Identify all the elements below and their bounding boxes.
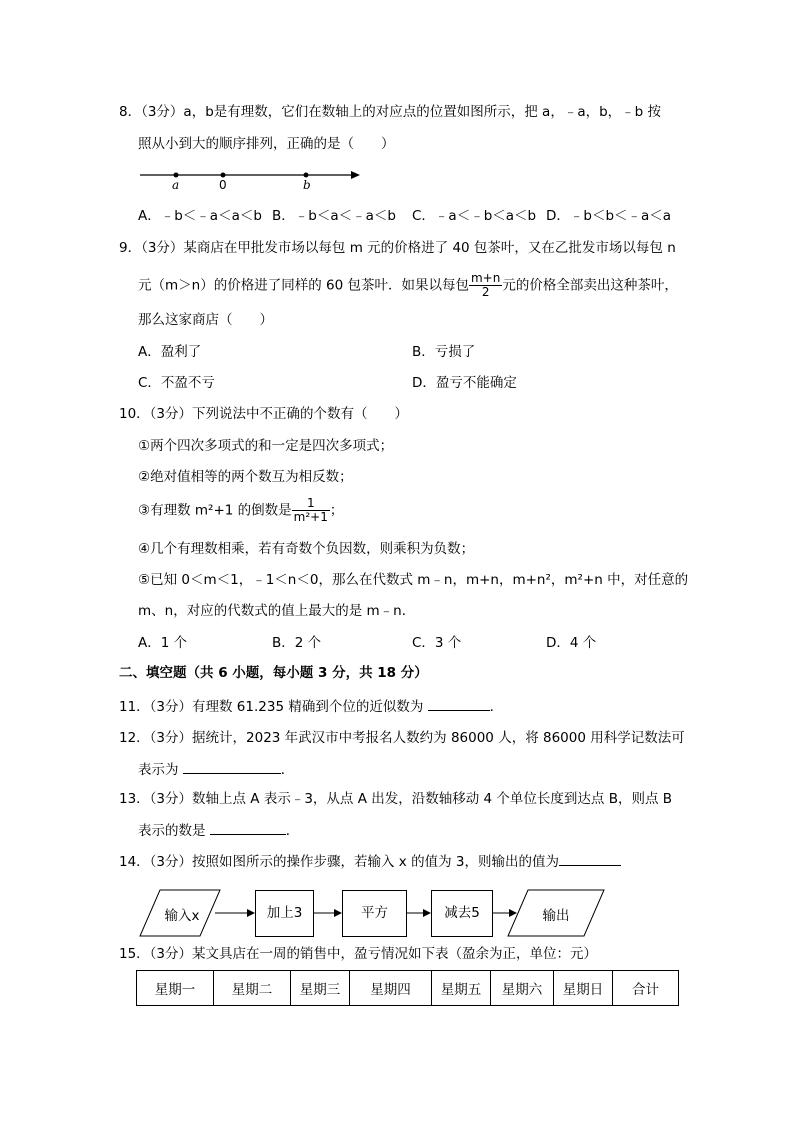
q13-end: ．	[285, 823, 300, 839]
q9-stem-line1: 9．（3分）某商店在甲批发市场以每包 m 元的价格进了 40 包茶叶，又在乙批发市场以每包 n	[119, 240, 676, 256]
q9-line2-pre: 元（m＞n）的价格进了同样的 60 包茶叶．如果以每包	[138, 277, 469, 294]
q15-profit-table	[136, 970, 679, 1006]
label-0: 0	[219, 178, 227, 192]
number-line-figure	[138, 160, 370, 192]
q11-stem	[119, 696, 503, 717]
q9-fraction-num: m+n	[470, 271, 501, 285]
q10-statement-1: ①两个四次多项式的和一定是四次多项式；	[138, 438, 394, 454]
number-line-arrow-icon	[351, 171, 360, 179]
q14-text: 14．（3分）按照如图所示的操作步骤，若输入 x 的值为 3，则输出的值为	[119, 854, 559, 870]
flow-input-label: 输入x	[164, 908, 200, 924]
label-b: b	[303, 178, 311, 192]
table-header-cell: 星期四	[350, 971, 432, 1006]
q12-line2-text: 表示为	[138, 762, 179, 778]
q10-s3-pre: ③有理数 m²+1 的倒数是	[138, 502, 292, 519]
table-header-cell: 星期日	[554, 971, 613, 1006]
q8-option-b: B．﹣b＜a＜﹣a＜b	[272, 208, 396, 224]
q10-s3-fraction	[292, 497, 330, 524]
q9-fraction-den: 2	[481, 285, 490, 299]
arrow-right-icon	[334, 909, 342, 917]
table-header-cell: 星期一	[137, 971, 214, 1006]
table-header-cell: 星期二	[214, 971, 291, 1006]
q10-option-a: A．1 个	[138, 635, 188, 651]
q10-stem: 10．（3分）下列说法中不正确的个数有（ ）	[119, 406, 409, 422]
q10-statement-5-line1: ⑤已知 0＜m＜1，﹣1＜n＜0，那么在代数式 m﹣n，m+n，m+n²，m²+n 中，对任意的	[138, 572, 689, 588]
q14-stem	[119, 851, 621, 872]
q10-s3-den: m²+1	[293, 510, 328, 524]
q13-stem-line2	[138, 820, 299, 841]
q13-line2-text: 表示的数是	[138, 823, 206, 839]
q10-s3-num: 1	[292, 497, 330, 511]
q14-flowchart	[138, 884, 608, 944]
q11-answer-blank[interactable]	[428, 696, 490, 711]
arrow-right-icon	[247, 909, 255, 917]
q9-line2-post: 元的价格全部卖出这种茶叶，	[502, 277, 678, 294]
q12-stem-line2	[138, 759, 294, 780]
q10-statement-2: ②绝对值相等的两个数互为相反数；	[138, 469, 353, 485]
table-header-cell: 星期五	[432, 971, 491, 1006]
point-0	[221, 173, 226, 178]
table-header-cell: 星期六	[491, 971, 554, 1006]
table-header-cell: 星期三	[291, 971, 350, 1006]
q8-option-c: C．﹣a＜﹣b＜a＜b	[412, 208, 537, 224]
q13-answer-blank[interactable]	[210, 820, 286, 835]
q10-option-c: C．3 个	[412, 635, 462, 651]
table-row	[137, 971, 679, 1006]
point-b	[304, 173, 309, 178]
q9-fraction	[469, 272, 502, 299]
q9-stem-line2	[138, 272, 678, 299]
q9-option-d: D．盈亏不能确定	[412, 375, 517, 391]
q8-stem-line2: 照从小到大的顺序排列，正确的是（ ）	[138, 136, 395, 152]
q10-option-d: D．4 个	[546, 635, 597, 651]
table-header-cell: 合计	[613, 971, 679, 1006]
q10-statement-4: ④几个有理数相乘，若有奇数个负因数，则乘积为负数；	[138, 541, 475, 557]
q9-stem-line3: 那么这家商店（ ）	[138, 312, 273, 328]
q9-option-a: A．盈利了	[138, 344, 202, 360]
q10-statement-5-line2: m、n，对应的代数式的值上最大的是 m﹣n．	[138, 603, 416, 619]
q8-option-a: A．﹣b＜﹣a＜a＜b	[138, 208, 262, 224]
q10-statement-3	[138, 497, 343, 524]
q14-answer-blank[interactable]	[559, 851, 621, 866]
q11-text: 11．（3分）有理数 61.235 精确到个位的近似数为	[119, 699, 424, 715]
flow-step-square: 平方	[342, 890, 407, 937]
flow-step-add: 加上3	[255, 890, 314, 937]
q9-option-c: C．不盈不亏	[138, 375, 215, 391]
label-a: a	[172, 178, 180, 192]
q12-answer-blank[interactable]	[183, 759, 281, 774]
q8-option-d: D．﹣b＜b＜﹣a＜a	[546, 208, 672, 224]
q12-stem-line1: 12．（3分）据统计，2023 年武汉市中考报名人数约为 86000 人，将 86000 用科学记数法可	[119, 730, 685, 746]
q8-stem-line1: 8．（3分）a，b是有理数，它们在数轴上的对应点的位置如图所示，把 a，﹣a，b，﹣b 按	[119, 104, 662, 120]
point-a	[174, 173, 179, 178]
q10-option-b: B．2 个	[272, 635, 322, 651]
q11-end: ．	[489, 699, 504, 715]
q15-stem: 15．（3分）某文具店在一周的销售中，盈亏情况如下表（盈余为正，单位：元）	[119, 946, 598, 962]
flow-step-subtract: 减去5	[431, 890, 493, 937]
q9-option-b: B．亏损了	[412, 344, 476, 360]
flow-output-label: 输出	[542, 908, 570, 924]
arrow-right-icon	[509, 909, 517, 917]
q10-s3-post: ；	[329, 502, 344, 519]
arrow-right-icon	[423, 909, 431, 917]
section-title-fill-in: 二、填空题（共 6 小题，每小题 3 分，共 18 分）	[119, 665, 428, 681]
q12-end: ．	[280, 762, 295, 778]
q13-stem-line1: 13．（3分）数轴上点 A 表示﹣3，从点 A 出发，沿数轴移动 4 个单位长度到达点 B，则点 B	[119, 791, 673, 807]
